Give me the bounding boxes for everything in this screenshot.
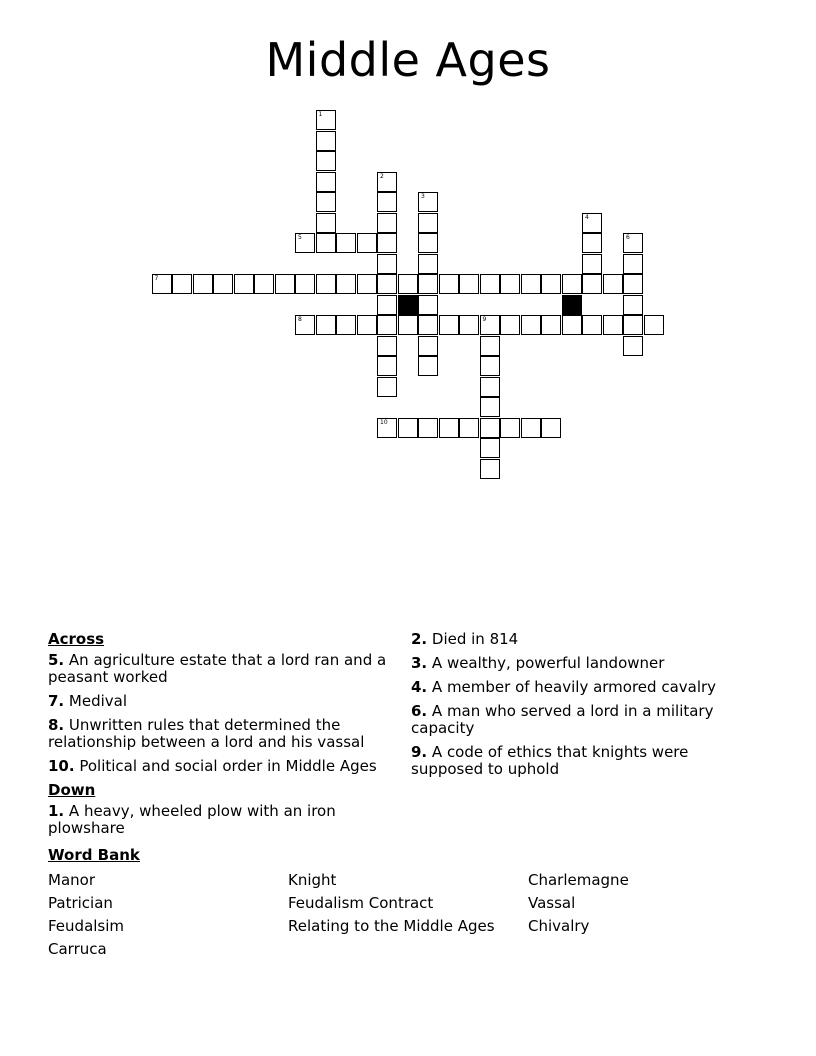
crossword-cell[interactable] xyxy=(603,315,623,335)
crossword-cell[interactable] xyxy=(644,315,664,335)
down-clue-list-left xyxy=(48,803,398,837)
crossword-cell[interactable] xyxy=(562,315,582,335)
crossword-cell[interactable] xyxy=(480,336,500,356)
crossword-cell[interactable] xyxy=(623,295,643,315)
crossword-cell[interactable] xyxy=(418,418,438,438)
clue-item xyxy=(411,703,751,737)
word-bank-item: Manor xyxy=(48,871,95,889)
clue-item xyxy=(411,655,751,672)
clue-number: 9 xyxy=(482,316,487,323)
clue-text: A member of heavily armored cavalry xyxy=(427,678,717,696)
crossword-cell[interactable] xyxy=(377,336,397,356)
crossword-cell[interactable] xyxy=(398,315,418,335)
crossword-cell[interactable] xyxy=(500,418,520,438)
crossword-cell[interactable] xyxy=(295,233,315,253)
crossword-cell[interactable] xyxy=(357,315,377,335)
crossword-cell[interactable] xyxy=(152,274,172,294)
crossword-cell[interactable] xyxy=(316,131,336,151)
crossword-cell[interactable] xyxy=(521,418,541,438)
clue-number-label: 1. xyxy=(48,802,65,820)
clue-text: Died in 814 xyxy=(427,630,519,648)
down-clue-list-right xyxy=(411,631,751,778)
crossword-cell[interactable] xyxy=(480,438,500,458)
clue-number: 7 xyxy=(154,275,159,282)
crossword-cell[interactable] xyxy=(418,254,438,274)
crossword-cell[interactable] xyxy=(377,295,397,315)
clue-text: An agriculture estate that a lord ran and a peasant worked xyxy=(48,651,387,686)
crossword-cell[interactable] xyxy=(603,274,623,294)
crossword-cell[interactable] xyxy=(357,233,377,253)
crossword-cell[interactable] xyxy=(316,151,336,171)
word-bank-column-1 xyxy=(48,869,124,961)
clue-number: 8 xyxy=(298,316,302,323)
crossword-cell[interactable] xyxy=(418,315,438,335)
crossword-cell[interactable] xyxy=(377,274,397,294)
clue-item xyxy=(48,717,398,751)
crossword-cell[interactable] xyxy=(418,233,438,253)
clue-item xyxy=(48,652,398,686)
clue-number-label: 10. xyxy=(48,757,75,775)
crossword-cell[interactable] xyxy=(398,274,418,294)
crossword-cell[interactable] xyxy=(418,295,438,315)
crossword-cell[interactable] xyxy=(377,213,397,233)
clue-item xyxy=(411,631,751,648)
crossword-cell[interactable] xyxy=(480,315,500,335)
word-bank-item: Vassal xyxy=(528,894,576,912)
crossword-cell[interactable] xyxy=(439,315,459,335)
crossword-cell[interactable] xyxy=(562,274,582,294)
clue-text: A wealthy, powerful landowner xyxy=(427,654,665,672)
crossword-grid xyxy=(0,0,816,500)
crossword-cell[interactable] xyxy=(623,315,643,335)
crossword-cell[interactable] xyxy=(500,315,520,335)
crossword-cell[interactable] xyxy=(377,356,397,376)
clue-text: Medival xyxy=(64,692,128,710)
clue-text: Unwritten rules that determined the relationship between a lord and his vassal xyxy=(48,716,365,751)
word-bank-column-2 xyxy=(288,869,495,938)
clue-number: 3 xyxy=(421,193,425,200)
crossword-cell[interactable] xyxy=(316,172,336,192)
crossword-cell[interactable] xyxy=(316,274,336,294)
clue-number: 5 xyxy=(298,234,302,241)
clue-number-label: 2. xyxy=(411,630,428,648)
crossword-cell[interactable] xyxy=(254,274,274,294)
crossword-cell[interactable] xyxy=(418,356,438,376)
crossword-cell[interactable] xyxy=(623,274,643,294)
word-bank-item: Charlemagne xyxy=(528,871,629,889)
clue-item xyxy=(411,679,751,696)
clues-right-column xyxy=(411,631,751,785)
crossword-cell[interactable] xyxy=(377,315,397,335)
crossword-cell[interactable] xyxy=(193,274,213,294)
crossword-cell[interactable] xyxy=(377,418,397,438)
down-heading: Down xyxy=(48,781,96,799)
clue-number: 6 xyxy=(626,234,630,241)
crossword-cell[interactable] xyxy=(541,274,561,294)
crossword-cell[interactable] xyxy=(418,336,438,356)
crossword-cell[interactable] xyxy=(459,274,479,294)
clue-number: 10 xyxy=(380,418,388,426)
crossword-cell[interactable] xyxy=(521,315,541,335)
clue-number-label: 3. xyxy=(411,654,428,672)
crossword-cell[interactable] xyxy=(418,213,438,233)
crossword-cell[interactable] xyxy=(377,192,397,212)
crossword-cell[interactable] xyxy=(459,418,479,438)
word-bank-item: Knight xyxy=(288,871,337,889)
crossword-cell[interactable] xyxy=(316,233,336,253)
crossword-cell[interactable] xyxy=(582,233,602,253)
crossword-cell[interactable] xyxy=(357,274,377,294)
word-bank-item: Feudalsim xyxy=(48,917,125,935)
crossword-cell[interactable] xyxy=(439,418,459,438)
clue-text: A code of ethics that knights were supposed to uphold xyxy=(411,743,689,778)
crossword-cell[interactable] xyxy=(377,254,397,274)
crossword-cell[interactable] xyxy=(480,418,500,438)
clue-number-label: 7. xyxy=(48,692,65,710)
clue-number-label: 4. xyxy=(411,678,428,696)
crossword-cell[interactable] xyxy=(623,254,643,274)
clue-text: A man who served a lord in a military capacity xyxy=(411,702,714,737)
word-bank-item: Feudalism Contract xyxy=(288,894,434,912)
word-bank-heading: Word Bank xyxy=(48,846,140,864)
clue-number-label: 6. xyxy=(411,702,428,720)
clue-item xyxy=(48,803,398,837)
crossword-cell[interactable] xyxy=(623,336,643,356)
crossword-cell[interactable] xyxy=(316,192,336,212)
crossword-cell[interactable] xyxy=(582,254,602,274)
crossword-cell[interactable] xyxy=(480,459,500,479)
crossword-cell[interactable] xyxy=(418,274,438,294)
crossword-cell[interactable] xyxy=(459,315,479,335)
clue-number-label: 5. xyxy=(48,651,65,669)
clue-number: 4 xyxy=(585,213,589,221)
crossword-cell[interactable] xyxy=(541,315,561,335)
crossword-cell[interactable] xyxy=(295,274,315,294)
crossword-cell[interactable] xyxy=(336,315,356,335)
crossword-cell[interactable] xyxy=(541,418,561,438)
crossword-cell[interactable] xyxy=(295,315,315,335)
clue-item xyxy=(48,693,398,710)
clue-number-label: 9. xyxy=(411,743,428,761)
crossword-cell[interactable] xyxy=(213,274,233,294)
clue-number: 1 xyxy=(318,111,323,118)
crossword-cell[interactable] xyxy=(439,274,459,294)
crossword-cell[interactable] xyxy=(377,233,397,253)
crossword-cell[interactable] xyxy=(316,110,336,130)
blocked-cell xyxy=(398,295,418,315)
crossword-cell[interactable] xyxy=(336,233,356,253)
word-bank-item: Carruca xyxy=(48,940,107,958)
word-bank-column-3 xyxy=(528,869,629,938)
crossword-cell[interactable] xyxy=(172,274,192,294)
crossword-cell[interactable] xyxy=(521,274,541,294)
crossword-cell[interactable] xyxy=(316,315,336,335)
crossword-cell[interactable] xyxy=(418,192,438,212)
across-clue-list xyxy=(48,652,398,775)
page-title: Middle Ages xyxy=(265,33,551,87)
crossword-cell[interactable] xyxy=(377,377,397,397)
clue-text: A heavy, wheeled plow with an iron plowshare xyxy=(48,802,336,837)
crossword-cell[interactable] xyxy=(480,377,500,397)
crossword-cell[interactable] xyxy=(234,274,254,294)
crossword-cell[interactable] xyxy=(582,213,602,233)
crossword-cell[interactable] xyxy=(480,397,500,417)
clues-left-column xyxy=(48,631,398,844)
crossword-cell[interactable] xyxy=(500,274,520,294)
crossword-cell[interactable] xyxy=(336,274,356,294)
crossword-cell[interactable] xyxy=(582,315,602,335)
clue-item xyxy=(48,758,398,775)
across-heading: Across xyxy=(48,630,105,648)
blocked-cell xyxy=(562,295,582,315)
clue-item xyxy=(411,744,751,778)
crossword-cell[interactable] xyxy=(377,172,397,192)
clue-text: Political and social order in Middle Ages xyxy=(74,757,377,775)
clue-number-label: 8. xyxy=(48,716,65,734)
crossword-cell[interactable] xyxy=(480,356,500,376)
word-bank-item: Patrician xyxy=(48,894,113,912)
word-bank-item: Relating to the Middle Ages xyxy=(288,917,495,935)
crossword-cell[interactable] xyxy=(316,213,336,233)
word-bank-item: Chivalry xyxy=(528,917,590,935)
crossword-cell[interactable] xyxy=(623,233,643,253)
crossword-cell[interactable] xyxy=(398,418,418,438)
clue-number: 2 xyxy=(380,172,384,180)
crossword-cell[interactable] xyxy=(480,274,500,294)
crossword-cell[interactable] xyxy=(582,274,602,294)
crossword-cell[interactable] xyxy=(275,274,295,294)
